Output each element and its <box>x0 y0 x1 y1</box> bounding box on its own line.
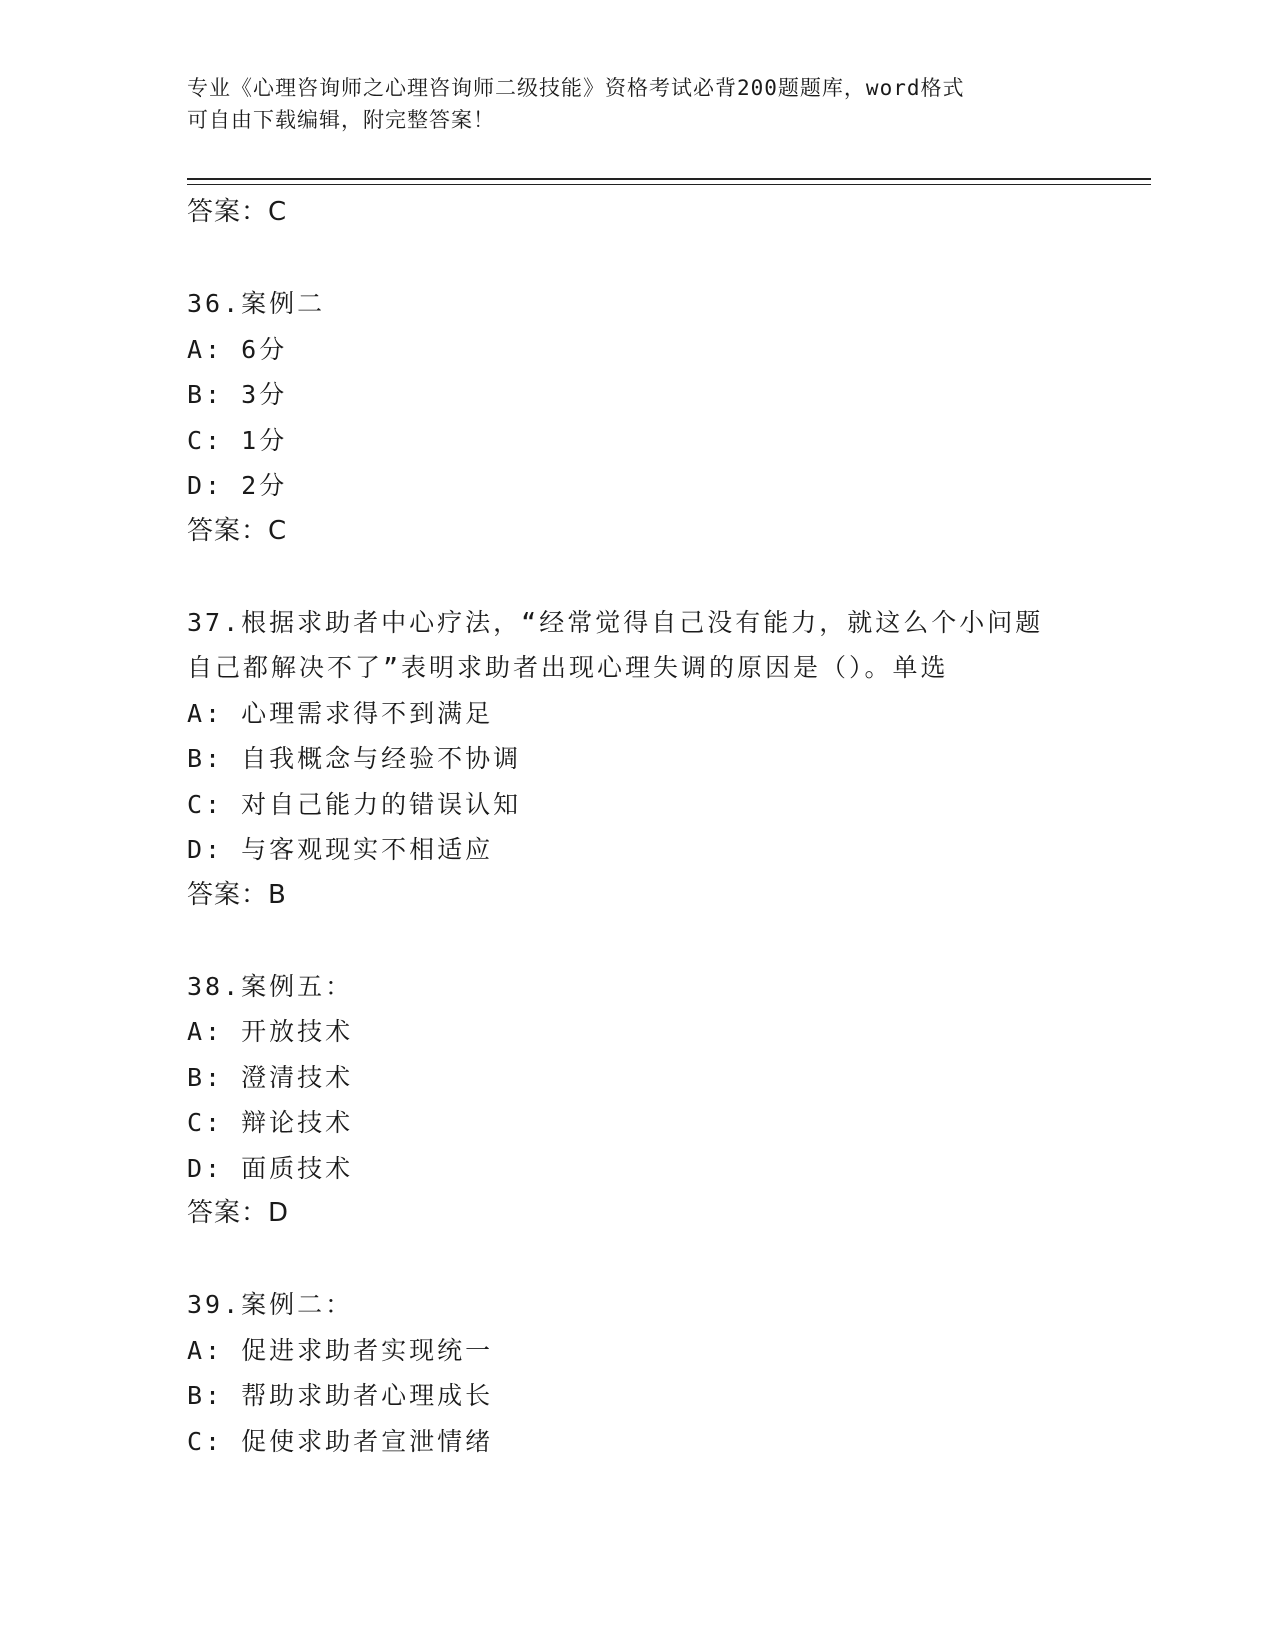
answer: 答案：C <box>187 515 288 546</box>
option-a: A: 心理需求得不到满足 <box>187 698 494 728</box>
header-line-1: 专业《心理咨询师之心理咨询师二级技能》资格考试必背200题题库，word格式 <box>187 76 965 100</box>
option-d: D: 2分 <box>187 471 288 500</box>
question-39 <box>187 1282 1087 1464</box>
question-stem-line-1: 37.根据求助者中心疗法，“经常觉得自己没有能力，就这么个小问题 <box>187 607 1044 637</box>
question-stem: 39.案例二： <box>187 1290 354 1319</box>
question-stem: 36.案例二 <box>187 289 326 318</box>
header-rule-thin <box>187 184 1151 185</box>
option-b: B: 澄清技术 <box>187 1062 354 1092</box>
spacer <box>187 236 1087 282</box>
spacer <box>187 918 1087 964</box>
question-list <box>187 190 1087 1464</box>
option-c: C: 对自己能力的错误认知 <box>187 789 522 819</box>
question-38 <box>187 964 1087 1237</box>
option-c: C: 辩论技术 <box>187 1108 354 1137</box>
page-header <box>187 72 1087 136</box>
option-a: A: 促进求助者实现统一 <box>187 1335 494 1365</box>
answer: 答案：D <box>187 1198 290 1228</box>
option-a: A: 开放技术 <box>187 1017 354 1046</box>
spacer <box>187 554 1087 600</box>
question-stem-line-2: 自己都解决不了”表明求助者出现心理失调的原因是（）。单选 <box>187 653 949 682</box>
option-c: C: 促使求助者宣泄情绪 <box>187 1426 494 1456</box>
previous-answer: 答案：C <box>187 197 288 227</box>
option-b: B: 自我概念与经验不协调 <box>187 744 522 773</box>
question-36 <box>187 281 1087 554</box>
header-rule-thick <box>187 178 1151 180</box>
option-c: C: 1分 <box>187 425 288 455</box>
option-a: A: 6分 <box>187 334 288 364</box>
question-stem: 38.案例五： <box>187 971 354 1001</box>
answer: 答案：B <box>187 879 287 910</box>
option-d: D: 面质技术 <box>187 1153 354 1183</box>
option-b: B: 3分 <box>187 380 288 409</box>
header-line-2: 可自由下载编辑，附完整答案！ <box>187 108 495 132</box>
question-37 <box>187 600 1087 919</box>
spacer <box>187 1237 1087 1283</box>
option-b: B: 帮助求助者心理成长 <box>187 1381 494 1410</box>
option-d: D: 与客观现实不相适应 <box>187 835 494 864</box>
